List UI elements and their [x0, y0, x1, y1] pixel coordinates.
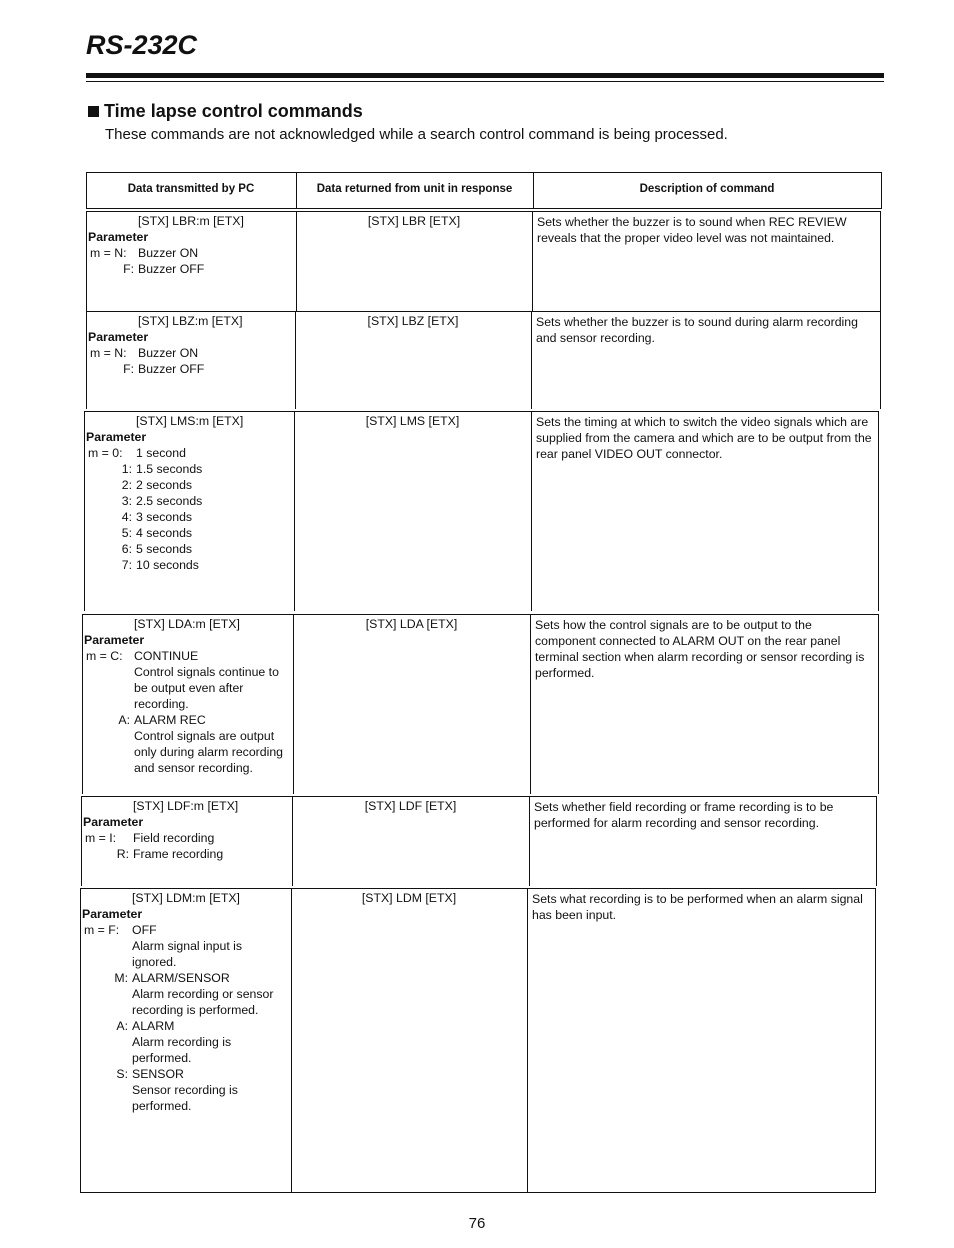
table-row-border-top: [86, 211, 881, 212]
parameter-option-note: Control signals continue to: [134, 665, 279, 679]
parameter-option-label: Field recording: [133, 831, 215, 845]
table-column-divider: [293, 614, 294, 794]
command-description-cell: Sets how the control signals are to be output to the component connected to ALARM OUT on the rear panel terminal section when alarm recording or sensor recording is performed.: [535, 618, 865, 680]
parameter-label: Parameter: [88, 330, 149, 344]
table-column-divider: [82, 614, 83, 794]
command-description-cell: Sets whether the buzzer is to sound during alarm recording and sensor recording.: [536, 315, 858, 345]
table-column-divider: [527, 888, 528, 1193]
table-column-divider: [531, 411, 532, 611]
parameter-option: [86, 461, 292, 477]
section-description: These commands are not acknowledged while a search control command is being processed.: [105, 126, 728, 143]
parameter-option-label: 2.5 seconds: [136, 494, 203, 508]
header-rule-thick: [86, 73, 884, 78]
parameter-option-note: recording.: [134, 697, 189, 711]
table-column-divider: [291, 888, 292, 1193]
parameter-option: [84, 712, 291, 728]
parameter-option-label: 1 second: [136, 446, 186, 460]
parameter-option-key: S:: [116, 1067, 128, 1081]
parameter-option: [84, 648, 291, 664]
parameter-option-label: ALARM: [132, 1019, 175, 1033]
page-number: 76: [468, 1215, 486, 1232]
parameter-option-key: 6:: [121, 542, 132, 556]
transmitted-data-cell: [84, 616, 291, 776]
parameter-option-key: m = I:: [85, 831, 117, 845]
response-data-cell: [STX] LDF [ETX]: [364, 799, 457, 813]
table-row-border-top: [82, 614, 879, 615]
parameter-option-key: F:: [123, 262, 134, 276]
parameter-option-note: Alarm signal input is: [132, 939, 243, 953]
parameter-option: [86, 445, 292, 461]
parameter-option-key: F:: [123, 362, 134, 376]
parameter-option-key: m = 0:: [88, 446, 123, 460]
table-header-divider: [881, 172, 882, 208]
response-data-cell: [STX] LDA [ETX]: [365, 617, 458, 631]
parameter-option-label: 5 seconds: [136, 542, 193, 556]
parameter-option-note: performed.: [132, 1099, 192, 1113]
parameter-option-key: 3:: [121, 494, 132, 508]
table-border-top: [86, 172, 882, 173]
parameter-option-label: SENSOR: [132, 1067, 184, 1081]
section-heading: [88, 101, 363, 122]
command-description-cell: Sets what recording is to be performed when an alarm signal has been input.: [532, 892, 863, 922]
parameter-option: [86, 541, 292, 557]
square-bullet-icon: [88, 106, 99, 117]
table-column-divider: [880, 211, 881, 311]
parameter-option-label: 10 seconds: [136, 558, 199, 572]
command-string: [STX] LMS:m [ETX]: [136, 414, 244, 428]
command-string: [STX] LBZ:m [ETX]: [138, 314, 243, 328]
parameter-option: [86, 493, 292, 509]
parameter-option-note: recording is performed.: [132, 1003, 259, 1017]
parameter-option-label: 1.5 seconds: [136, 462, 203, 476]
parameter-option-key: 4:: [121, 510, 132, 524]
parameter-option: [88, 245, 294, 261]
transmitted-data-cell: [88, 313, 293, 377]
table-header-cell: Data transmitted by PC: [127, 183, 255, 195]
table-header-cell: Description of command: [639, 183, 775, 195]
parameter-option-label: 2 seconds: [136, 478, 193, 492]
command-description-cell: Sets whether the buzzer is to sound when REC REVIEW reveals that the proper video level was not maintained.: [537, 215, 847, 245]
response-data-cell: [STX] LBR [ETX]: [367, 214, 461, 228]
table-column-divider: [86, 311, 87, 409]
parameter-option-label: Buzzer OFF: [138, 262, 205, 276]
parameter-option: [83, 830, 290, 846]
command-string: [STX] LDF:m [ETX]: [133, 799, 239, 813]
parameter-option: [82, 970, 289, 986]
table-border-bottom: [80, 1192, 876, 1193]
response-data-cell: [STX] LBZ [ETX]: [367, 314, 459, 328]
parameter-option-note: Control signals are output: [134, 729, 275, 743]
parameter-option: [82, 922, 289, 938]
table-column-divider: [876, 796, 877, 886]
parameter-option-note: performed.: [132, 1051, 192, 1065]
parameter-label: Parameter: [88, 230, 149, 244]
table-column-divider: [878, 411, 879, 611]
table-column-divider: [532, 211, 533, 311]
table-row-border-top: [81, 796, 877, 797]
parameter-option: [88, 345, 293, 361]
parameter-option-key: A:: [116, 1019, 128, 1033]
response-data-cell: [STX] LMS [ETX]: [365, 414, 460, 428]
command-string: [STX] LDM:m [ETX]: [132, 891, 240, 905]
parameter-option-note: Alarm recording or sensor: [132, 987, 274, 1001]
parameter-option-key: 2:: [121, 478, 132, 492]
page-header-title: RS-232C: [86, 30, 198, 60]
parameter-option: [88, 361, 293, 377]
parameter-option-key: 7:: [121, 558, 132, 572]
parameter-option-note: ignored.: [132, 955, 177, 969]
command-string: [STX] LDA:m [ETX]: [134, 617, 240, 631]
table-row-border-top: [86, 311, 881, 312]
parameter-option-label: Buzzer ON: [138, 346, 199, 360]
parameter-option-label: Frame recording: [133, 847, 224, 861]
parameter-option: [82, 1018, 289, 1034]
table-column-divider: [880, 311, 881, 409]
command-string: [STX] LBR:m [ETX]: [138, 214, 244, 228]
header-rule-thin: [86, 81, 884, 82]
parameter-label: Parameter: [84, 633, 145, 647]
table-column-divider: [80, 888, 81, 1193]
parameter-option-key: m = F:: [84, 923, 120, 937]
transmitted-data-cell: [88, 213, 294, 277]
parameter-label: Parameter: [86, 430, 147, 444]
parameter-option-label: Buzzer OFF: [138, 362, 205, 376]
transmitted-data-cell: [82, 890, 289, 1114]
parameter-option-label: ALARM/SENSOR: [132, 971, 230, 985]
table-column-divider: [81, 796, 82, 886]
parameter-option: [86, 477, 292, 493]
parameter-option-note: Sensor recording is: [132, 1083, 238, 1097]
parameter-option-note: only during alarm recording: [134, 745, 284, 759]
parameter-option-label: ALARM REC: [134, 713, 206, 727]
parameter-label: Parameter: [82, 907, 143, 921]
parameter-option-note: and sensor recording.: [134, 761, 253, 775]
parameter-option: [82, 1066, 289, 1082]
table-column-divider: [875, 888, 876, 1193]
table-column-divider: [84, 411, 85, 611]
table-column-divider: [294, 411, 295, 611]
parameter-option-label: Buzzer ON: [138, 246, 199, 260]
parameter-option-key: A:: [118, 713, 130, 727]
parameter-option-label: 4 seconds: [136, 526, 193, 540]
command-description-cell: Sets whether field recording or frame recording is to be performed for alarm recording and sensor recording.: [534, 800, 834, 830]
table-column-divider: [86, 211, 87, 311]
parameter-option-key: 1:: [121, 462, 132, 476]
table-column-divider: [531, 311, 532, 409]
parameter-option-key: m = N:: [90, 246, 127, 260]
response-data-cell: [STX] LDM [ETX]: [361, 891, 457, 905]
table-header-cell: Data returned from unit in response: [316, 183, 513, 195]
parameter-option: [83, 846, 290, 862]
table-column-divider: [878, 614, 879, 794]
parameter-option: [86, 509, 292, 525]
parameter-option-key: m = N:: [90, 346, 127, 360]
parameter-option-key: 5:: [121, 526, 132, 540]
parameter-option-note: Alarm recording is: [132, 1035, 232, 1049]
transmitted-data-cell: [86, 413, 292, 573]
parameter-option: [88, 261, 294, 277]
parameter-option-key: R:: [116, 847, 129, 861]
section-title: Time lapse control commands: [104, 101, 363, 121]
transmitted-data-cell: [83, 798, 290, 862]
parameter-option-key: M:: [114, 971, 128, 985]
table-row-border-top: [84, 411, 879, 412]
parameter-option-label: 3 seconds: [136, 510, 193, 524]
table-column-divider: [530, 614, 531, 794]
table-column-divider: [529, 796, 530, 886]
command-description-cell: Sets the timing at which to switch the video signals which are supplied from the camera and which are to be output from the rear panel VIDEO OUT connector.: [536, 415, 872, 461]
parameter-option-key: m = C:: [86, 649, 123, 663]
parameter-option: [86, 557, 292, 573]
parameter-option-label: OFF: [132, 923, 157, 937]
parameter-option-label: CONTINUE: [134, 649, 199, 663]
parameter-option-note: be output even after: [134, 681, 244, 695]
parameter-label: Parameter: [83, 815, 144, 829]
table-row-border-top: [80, 888, 876, 889]
table-header-bottom: [86, 208, 882, 209]
parameter-option: [86, 525, 292, 541]
